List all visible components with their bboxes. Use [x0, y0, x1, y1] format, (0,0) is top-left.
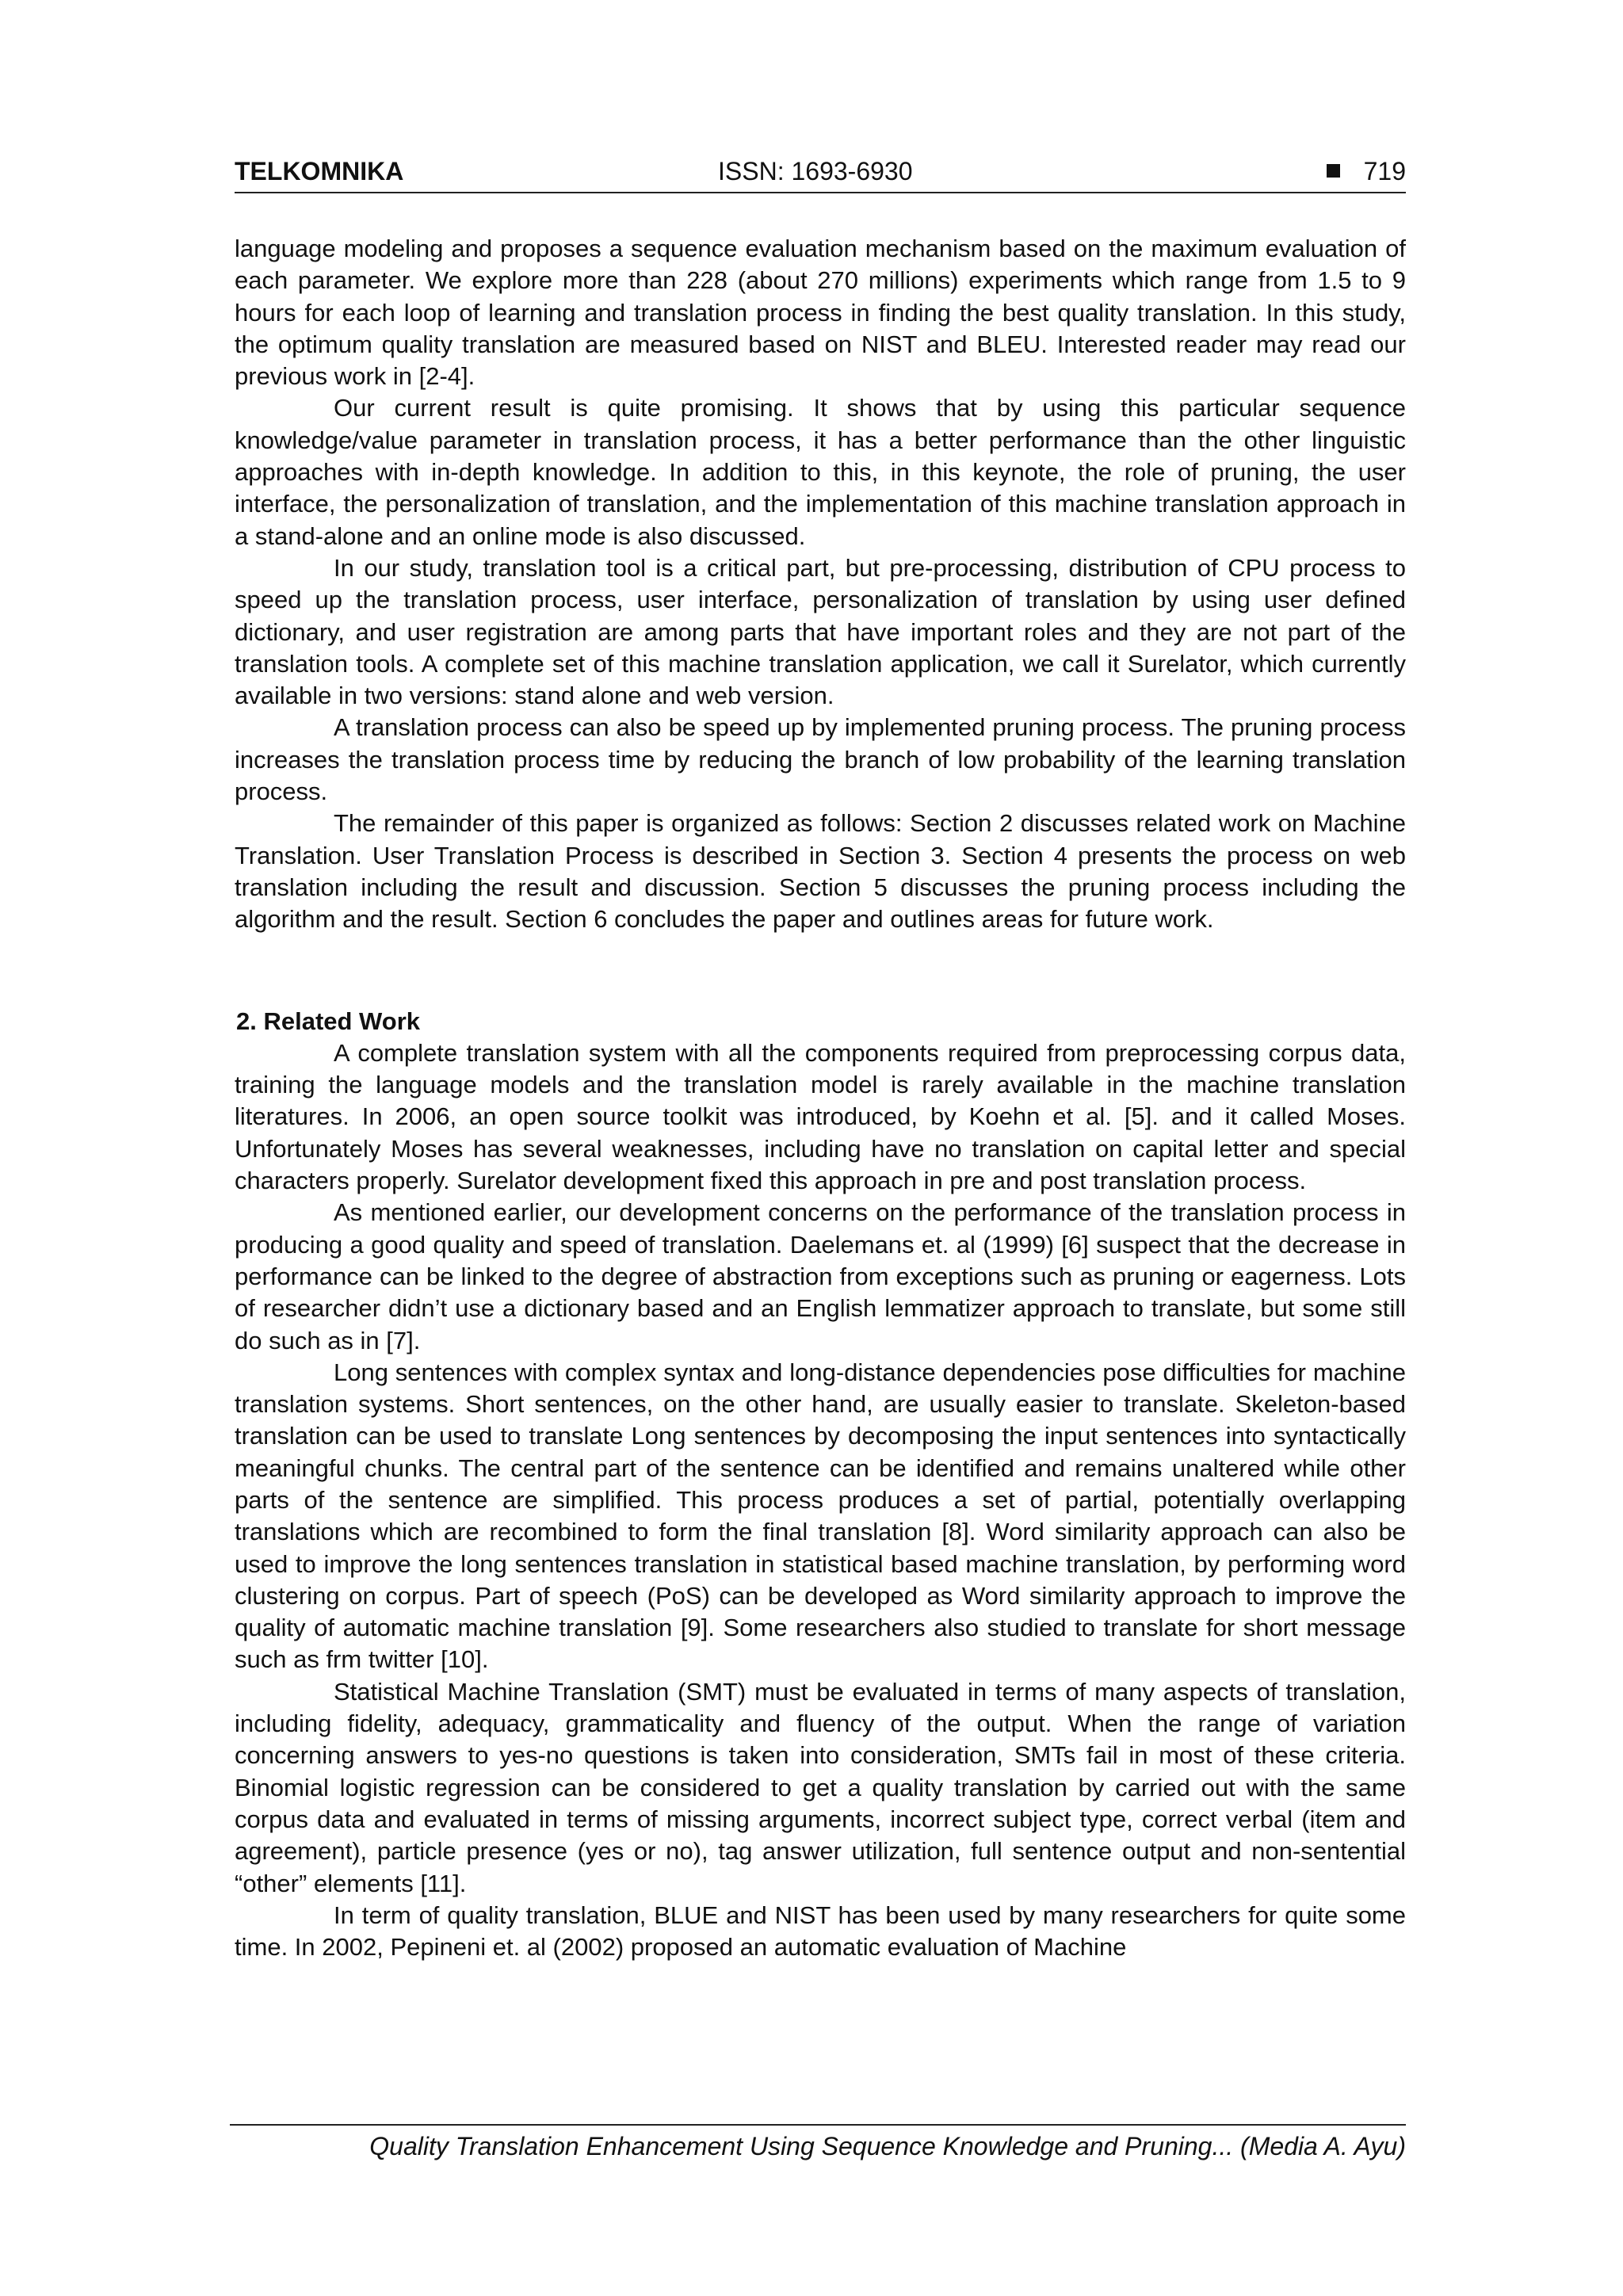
- journal-name: TELKOMNIKA: [235, 157, 404, 185]
- page-number: 719: [1363, 157, 1406, 185]
- paragraph: In term of quality translation, BLUE and NIST has been used by many researchers for quite some time. In 2002, Pepineni et. al (2002) proposed an automatic evaluation of Machine: [235, 1901, 1406, 1962]
- paragraph: Long sentences with complex syntax and long-distance dependencies pose difficulties for machine translation systems. Short sentences, on the other hand, are usually easier to translate. Skeleton-based translation can be used to translate Long sentences by decomposing the input sentences into syntactically meaningful chunks. The central part of the sentence can be identified and remains unaltered while other parts of the sentence are simplified. This process produces a set of partial, potentially overlapping translations which are recombined to form the final translation [8]. Word similarity approach can also be used to improve the long sentences translation in statistical based machine translation, by performing word clustering on corpus. Part of speech (PoS) can be developed as Word similarity approach to improve the quality of automatic machine translation [9]. Some researchers also studied to translate for short message such as frm twitter [10].: [235, 1358, 1406, 1674]
- paragraph: Statistical Machine Translation (SMT) must be evaluated in terms of many aspects of translation, including fidelity, adequacy, grammaticality and fluency of the output. When the range of variation concerning answers to yes-no questions is taken into consideration, SMTs fail in most of these criteria. Binomial logistic regression can be considered to get a quality translation by carried out with the same corpus data and evaluated in terms of missing arguments, incorrect subject type, correct verbal (item and agreement), particle presence (yes or no), tag answer utilization, full sentence output and non-sentential “other” elements [11].: [235, 1677, 1406, 1897]
- page-header: [235, 155, 1406, 193]
- page-footer: [230, 2124, 1406, 2161]
- paragraph: A complete translation system with all the components required from preprocessing corpus data, training the language models and the translation model is rarely available in the machine translation literatures. In 2006, an open source toolkit was introduced, by Koehn et al. [5]. and it called Moses. Unfortunately Moses has several weaknesses, including have no translation on capital letter and special characters properly. Surelator development fixed this approach in pre and post translation process.: [235, 1038, 1406, 1195]
- issn-label: ISSN: 1693-6930: [718, 157, 913, 185]
- paragraph: Our current result is quite promising. It shows that by using this particular sequence knowledge/value parameter in translation process, it has a better performance than the other linguistic approaches with in-depth knowledge. In addition to this, in this keynote, the role of pruning, the user interface, the personalization of translation, and the implementation of this machine translation approach in a stand-alone and an online mode is also discussed.: [235, 394, 1406, 550]
- section-heading: 2. Related Work: [236, 1007, 421, 1035]
- paragraph: In our study, translation tool is a critical part, but pre-processing, distribution of CPU process to speed up the translation process, user interface, personalization of translation by using user defined dictionary, and user registration are among parts that have important roles and they are not part of the translation tools. A complete set of this machine translation application, we call it Surelator, which currently available in two versions: stand alone and web version.: [235, 553, 1406, 710]
- paragraph: The remainder of this paper is organized as follows: Section 2 discusses related work on Machine Translation. User Translation Process is described in Section 3. Section 4 presents the process on web translation including the result and discussion. Section 5 discusses the pruning process including the algorithm and the result. Section 6 concludes the paper and outlines areas for future work.: [235, 809, 1406, 934]
- body-text: [235, 233, 1406, 1963]
- paragraph: As mentioned earlier, our development concerns on the performance of the translation process in producing a good quality and speed of translation. Daelemans et. al (1999) [6] suspect that the decrease in performance can be linked to the degree of abstraction from exceptions such as pruning or eagerness. Lots of researcher didn’t use a dictionary based and an English lemmatizer approach to translate, but some still do such as in [7].: [235, 1198, 1406, 1354]
- square-bullet-icon: [1327, 164, 1340, 178]
- page-number-group: [1327, 157, 1406, 186]
- paragraph: language modeling and proposes a sequence evaluation mechanism based on the maximum evaluation of each parameter. We explore more than 228 (about 270 millions) experiments which range from 1.5 to 9 hours for each loop of learning and translation process in finding the best quality translation. In this study, the optimum quality translation are measured based on NIST and BLEU. Interested reader may read our previous work in [2-4].: [235, 235, 1406, 391]
- running-title: Quality Translation Enhancement Using Sequence Knowledge and Pruning... (Media A. Ayu): [369, 2132, 1406, 2160]
- paragraph: A translation process can also be speed up by implemented pruning process. The pruning process increases the translation process time by reducing the branch of low probability of the learning translation process.: [235, 713, 1406, 806]
